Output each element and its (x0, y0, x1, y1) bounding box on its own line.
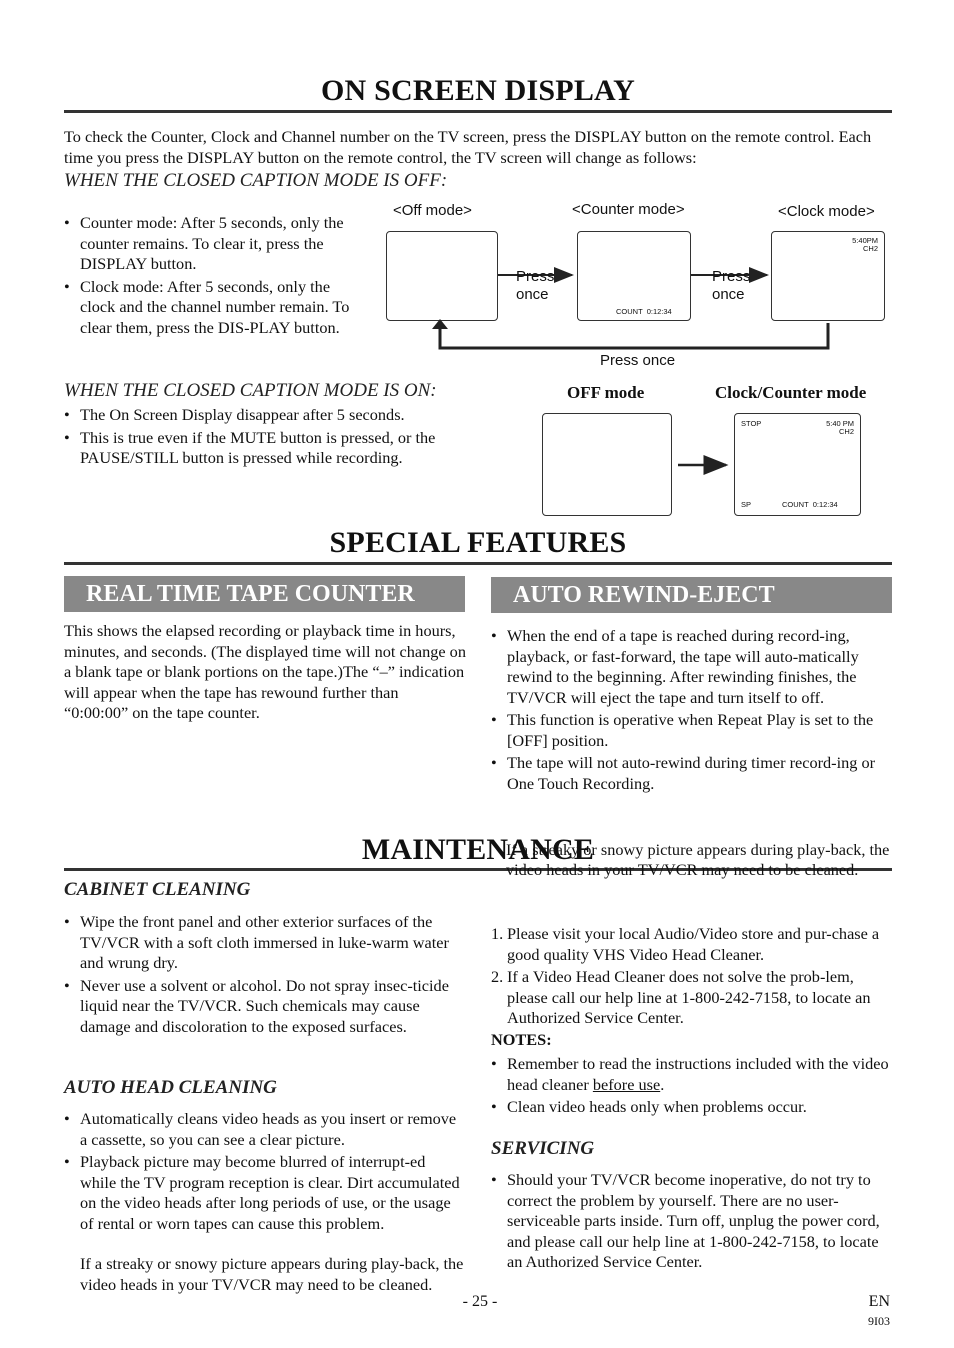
cc-off-bullet-clock: • Clock mode: After 5 seconds, only the clock and the channel number remain. To clear them, press the DIS-PLAY button. (64, 277, 364, 339)
servicing-bullet-1: • Should your TV/VCR become inoperative, do not try to correct the problem by yourself. There are no user-serviceable parts inside. Turn off, unplug the power cord, and please call our help line at 1-800-242-7158, to locate an Authorized Service Center. (491, 1170, 891, 1273)
counter-mode-label: <Counter mode> (572, 201, 685, 218)
clock-channel: CH2 (862, 244, 878, 253)
servicing-list (491, 1170, 891, 1275)
cc-clock-counter-screen (734, 413, 861, 516)
off-mode-label: <Off mode> (393, 202, 472, 219)
step-1: 1. Please visit your local Audio/Video store and pur-chase a good quality VHS Video Head Cleaner. (491, 924, 880, 964)
off-mode-heading: OFF mode (567, 383, 645, 402)
cc-on-heading: WHEN THE CLOSED CAPTION MODE IS ON: (64, 380, 437, 401)
special-features-title: SPECIAL FEATURES (329, 526, 627, 559)
step-2: 2. If a Video Head Cleaner does not solve the prob-lem, please call our help line at 1-800-242-7158, to locate an Authorized Service Center. (491, 967, 871, 1027)
channel-readout: CH2 (838, 427, 854, 436)
clock-mode-label: <Clock mode> (778, 203, 875, 220)
cabinet-bullet-2: • Never use a solvent or alcohol. Do not spray insec-ticide liquid near the TV/VCR. Such chemicals may cause damage and discoloration to the exposed surfaces. (64, 976, 464, 1038)
maintenance-title: MAINTENANCE (361, 833, 595, 866)
document-code: 9I03 (868, 1314, 890, 1328)
counter-readout: COUNT 0:12:34 (616, 307, 672, 316)
osd-title-rule (64, 110, 892, 113)
cc-off-list (64, 213, 364, 340)
arrow-clock-to-off (440, 323, 828, 348)
cabinet-cleaning-list (64, 912, 464, 1039)
real-time-tape-counter-banner: REAL TIME TAPE COUNTER (64, 576, 465, 612)
auto-rewind-bullet-3: • The tape will not auto-rewind during timer record-ing or One Touch Recording. (491, 753, 891, 794)
osd-intro: To check the Counter, Clock and Channel number on the TV screen, press the DISPLAY button on the remote control. Each time you press the DISPLAY button on the remote control, the TV screen will change as follows: (64, 127, 872, 167)
language-code: EN (868, 1293, 890, 1310)
auto-head-cleaning-heading: AUTO HEAD CLEANING (64, 1077, 277, 1098)
time-channel-readout (826, 420, 854, 436)
cc-off-heading: WHEN THE CLOSED CAPTION MODE IS OFF: (64, 170, 448, 191)
head-cleaner-steps (491, 924, 891, 1031)
press-once-2: Press once (712, 268, 751, 303)
cabinet-cleaning-heading: CABINET CLEANING (64, 879, 251, 900)
note-2: • Clean video heads only when problems occur. (491, 1097, 891, 1118)
before-use-text: before use (592, 1074, 661, 1094)
auto-head-cleaning-list (64, 1109, 464, 1236)
stop-indicator: STOP (741, 419, 762, 428)
servicing-heading: SERVICING (491, 1138, 595, 1159)
press-once-bottom: Press once (600, 352, 676, 369)
auto-rewind-list (491, 626, 891, 796)
osd-title: ON SCREEN DISPLAY (320, 74, 636, 107)
notes-heading: NOTES: (491, 1030, 552, 1049)
auto-rewind-bullet-1: • When the end of a tape is reached during record-ing, playback, or fast-forward, the tape will auto-matically rewind to the beginning. After rewinding finishes, the TV/VCR will eject the tape and turn itself to off. (491, 626, 891, 708)
cc-on-list (64, 405, 504, 471)
note-1: • Remember to read the instructions included with the video head cleaner before use. (491, 1054, 891, 1095)
cabinet-bullet-1: • Wipe the front panel and other exterior surfaces of the TV/VCR with a soft cloth immersed in luke-warm water and wrung dry. (64, 912, 464, 974)
count-readout: COUNT 0:12:34 (782, 500, 838, 509)
head-bullet-2: • Playback picture may become blurred of interrupt-ed while the TV program reception is clear. Dirt accumulated on the video heads after long periods of use, or the usage of rental or worn tapes can cause this problem. (64, 1152, 464, 1234)
auto-rewind-bullet-2: • This function is operative when Repeat Play is set to the [OFF] position. (491, 710, 891, 751)
diagram-arrows (380, 225, 900, 360)
clock-time: 5:40PM (852, 236, 878, 245)
sp-indicator: SP (741, 500, 752, 509)
cc-on-bullet-1: • The On Screen Display disappear after 5 seconds. (64, 405, 504, 426)
rttc-text: This shows the elapsed recording or playback time in hours, minutes, and seconds. (The displayed time will not change on a blank tape or blank portions on the tape.)The “–” indication will appear when the tape has rewound further than “0:00:00” on the tape counter. (64, 621, 466, 722)
cc-arrow (674, 455, 734, 475)
head-continue-part2: If a streaky or snowy picture appears during play-back, the video heads in your TV/VCR may need to be cleaned. (506, 839, 890, 879)
time-readout: 5:40 PM (826, 419, 854, 428)
clock-counter-mode-heading: Clock/Counter mode (715, 383, 867, 402)
head-bullet-1: • Automatically cleans video heads as you insert or remove a cassette, so you can see a clear picture. (64, 1109, 464, 1150)
notes-list (491, 1054, 891, 1120)
special-features-rule (64, 562, 892, 565)
cc-off-screen (542, 413, 672, 516)
press-once-1: Press once (516, 268, 555, 303)
cc-on-bullet-2: • This is true even if the MUTE button is pressed, or the PAUSE/STILL button is pressed while recording. (64, 428, 504, 469)
cc-off-bullet-counter: • Counter mode: After 5 seconds, only the counter remains. To clear it, press the DISPLAY button. (64, 213, 364, 275)
head-continue-part1: If a streaky or snowy picture appears during play-back, the video heads in your TV/VCR may need to be cleaned. (80, 1254, 464, 1294)
auto-rewind-eject-banner: AUTO REWIND-EJECT (491, 577, 892, 613)
page-number: - 25 - (462, 1293, 498, 1310)
